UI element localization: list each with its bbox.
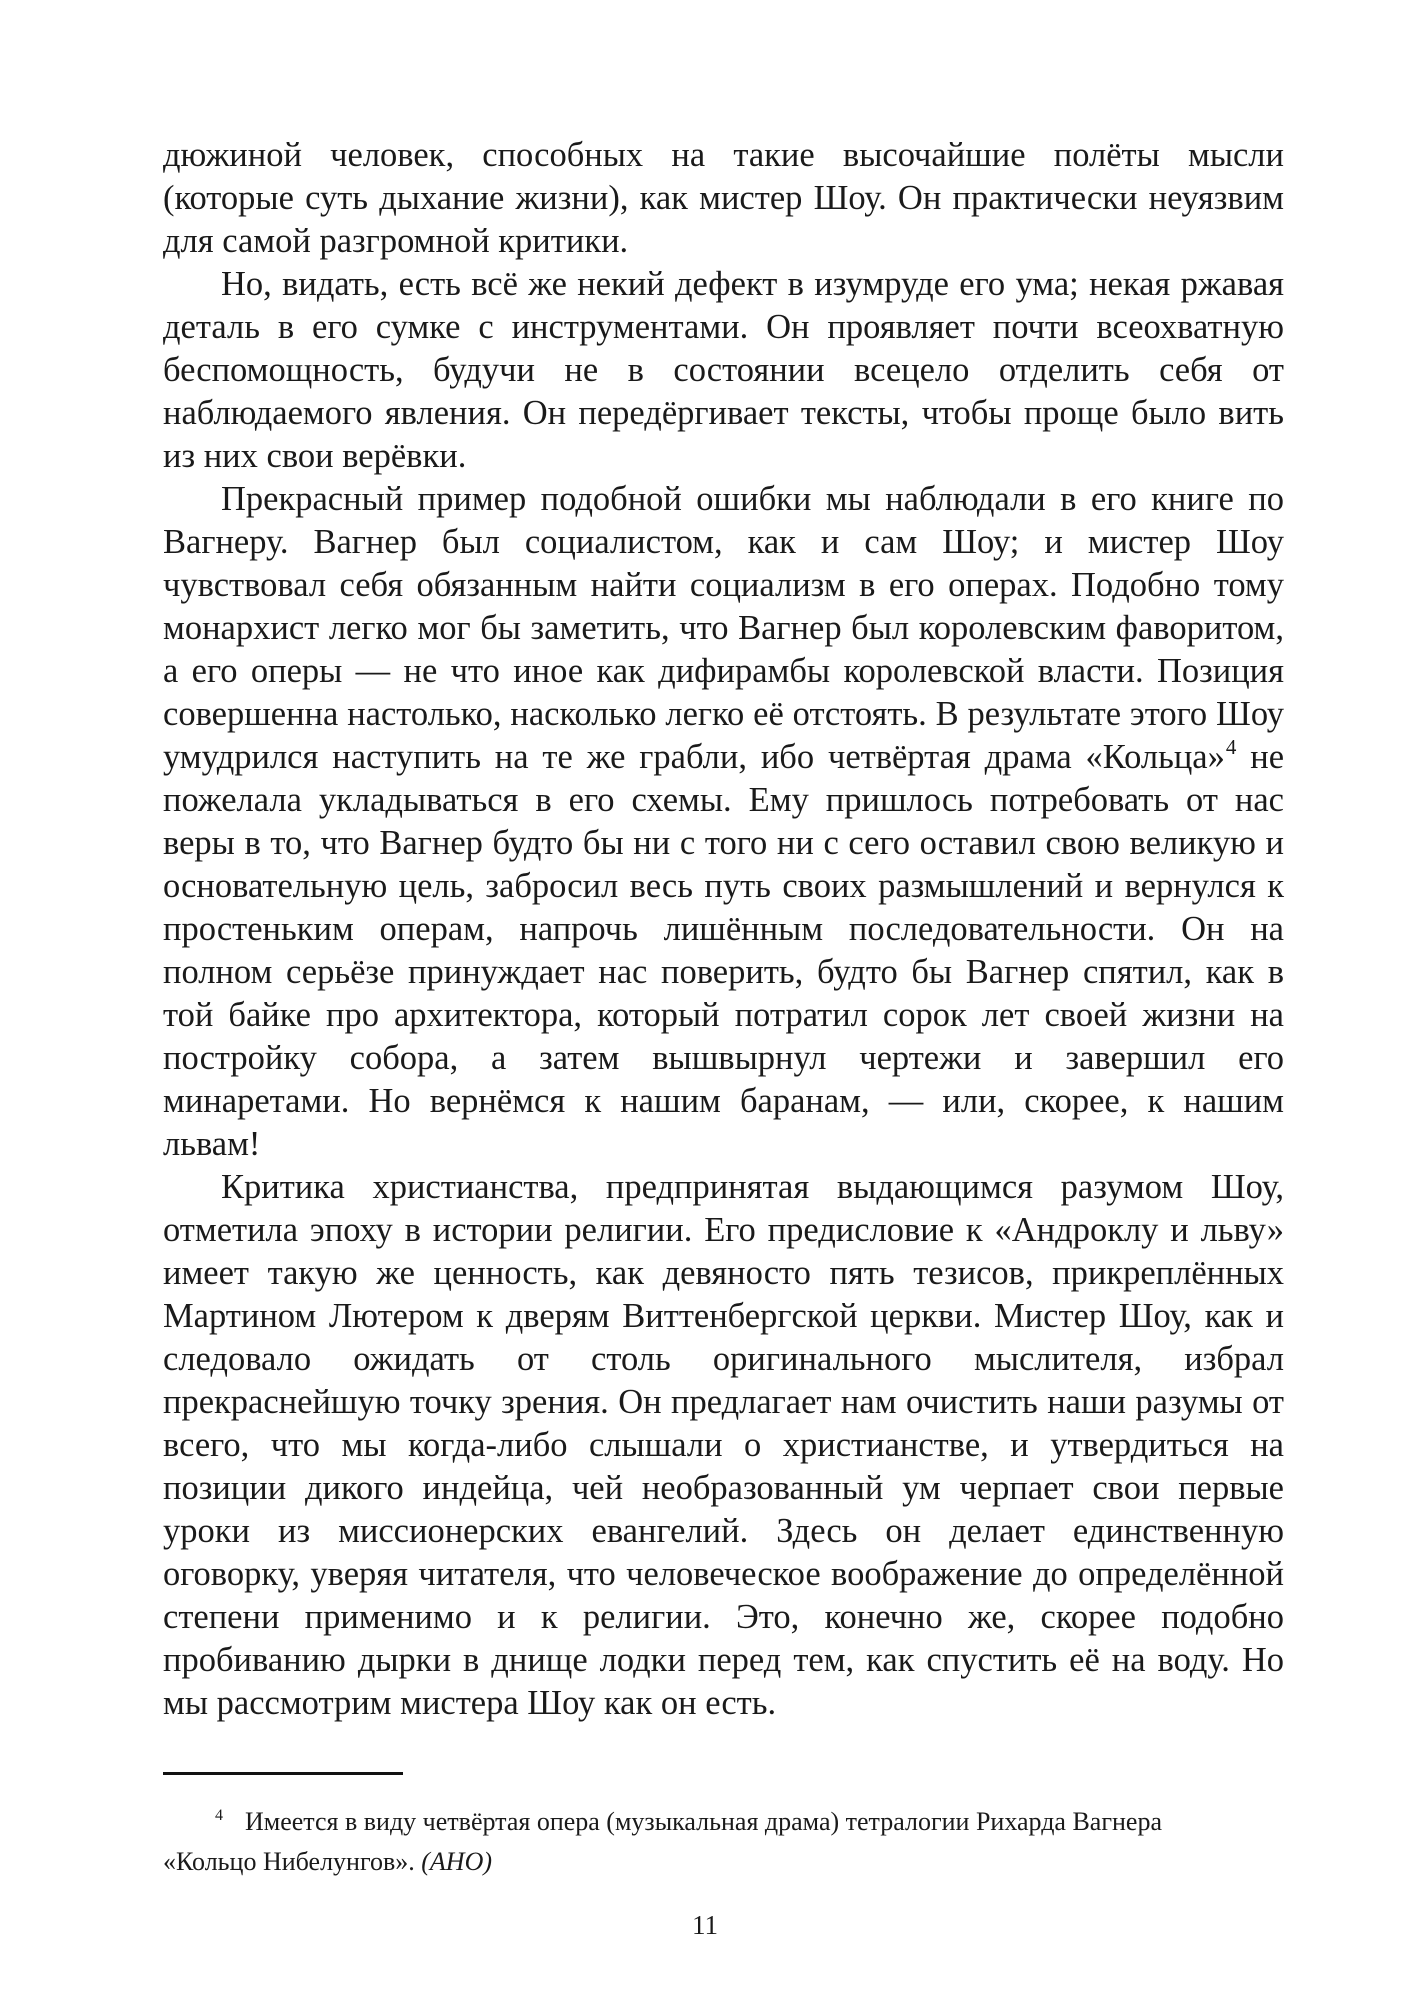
footnote-text: Имеется в виду четвёртая опера (музыкальная драма) тетралогии Рихарда Вагнера (245, 1807, 1163, 1836)
page-body (163, 134, 1284, 1725)
main-text (163, 134, 1284, 1725)
footnote-number: 4 (215, 1807, 223, 1824)
footnote-line-2 (163, 1842, 1284, 1882)
footnote-divider (163, 1772, 403, 1775)
paragraph-3 (163, 478, 1284, 1166)
paragraph-2: Но, видать, есть всё же некий дефект в изумруде его ума; некая ржавая деталь в его сумке с инструментами. Он проявляет почти всеохватную беспомощность, будучи не в состоянии всецело отделить себя от наблюдаемого явления. Он передёргивает тексты, чтобы проще было вить из них свои верёвки. (163, 265, 1284, 475)
page-number: 11 (692, 1910, 718, 1940)
paragraph-4: Критика христианства, предпринятая выдающимся разумом Шоу, отметила эпоху в истории религии. Его предисловие к «Андроклу и льву» имеет такую же ценность, как девяносто пять тезисов, прикреплённых Мартином Лютером к дверям Виттенбергской церкви. Мистер Шоу, как и следовало ожидать от столь оригинального мыслителя, избрал прекраснейшую точку зрения. Он предлагает нам очистить наши разумы от всего, что мы когда-либо слышали о христианстве, и утвердиться на позиции дикого индейца, чей необразованный ум черпает свои первые уроки из миссионерских евангелий. Здесь он делает единственную оговорку, уверяя читателя, что человеческое воображение до определённой степени применимо и к религии. Это, конечно же, скорее подобно пробиванию дырки в днище лодки перед тем, как спустить её на воду. Но мы рассмотрим мистера Шоу как он есть. (163, 1168, 1284, 1722)
paragraph-3-text: Прекрасный пример подобной ошибки мы наблюдали в его книге по Вагнеру. Вагнер был социалистом, как и сам Шоу; и мистер Шоу чувствовал себя обязанным найти социализм в его операх. Подобно тому монархист легко мог бы заметить, что Вагнер был королевским фаворитом, а его оперы — не что иное как дифирамбы королевской власти. Позиция совершенна настолько, насколько легко её отстоять. В результате этого Шоу умудрился наступить на те же грабли, ибо четвёртая драма «Кольца» (163, 480, 1284, 776)
paragraph-3-text-cont: не пожелала укладываться в его схемы. Ему пришлось потребовать от нас веры в то, что Вагнер будто бы ни с того ни с сего оставил свою великую и основательную цель, забросил весь путь своих размышлений и вернулся к простеньким операм, напрочь лишённым последовательности. Он на полном серьёзе принуждает нас поверить, будто бы Вагнер спятил, как в той байке про архитектора, который потратил сорок лет своей жизни на постройку собора, а затем вышвырнул чертежи и завершил его минаретами. Но вернёмся к нашим баранам, — или, скорее, к нашим львам! (163, 738, 1285, 1163)
paragraph-1: дюжиной человек, способных на такие высочайшие полёты мысли (которые суть дыхание жизни), как мистер Шоу. Он практически неуязвим для самой разгромной критики. (163, 136, 1284, 260)
footnote-source: (АНО) (421, 1847, 493, 1876)
footnote-text-cont: «Кольцо Нибелунгов». (163, 1847, 415, 1876)
footnote-line-1 (163, 1796, 1284, 1842)
footnote (163, 1796, 1284, 1882)
footnote-reference[interactable]: 4 (1225, 735, 1237, 759)
